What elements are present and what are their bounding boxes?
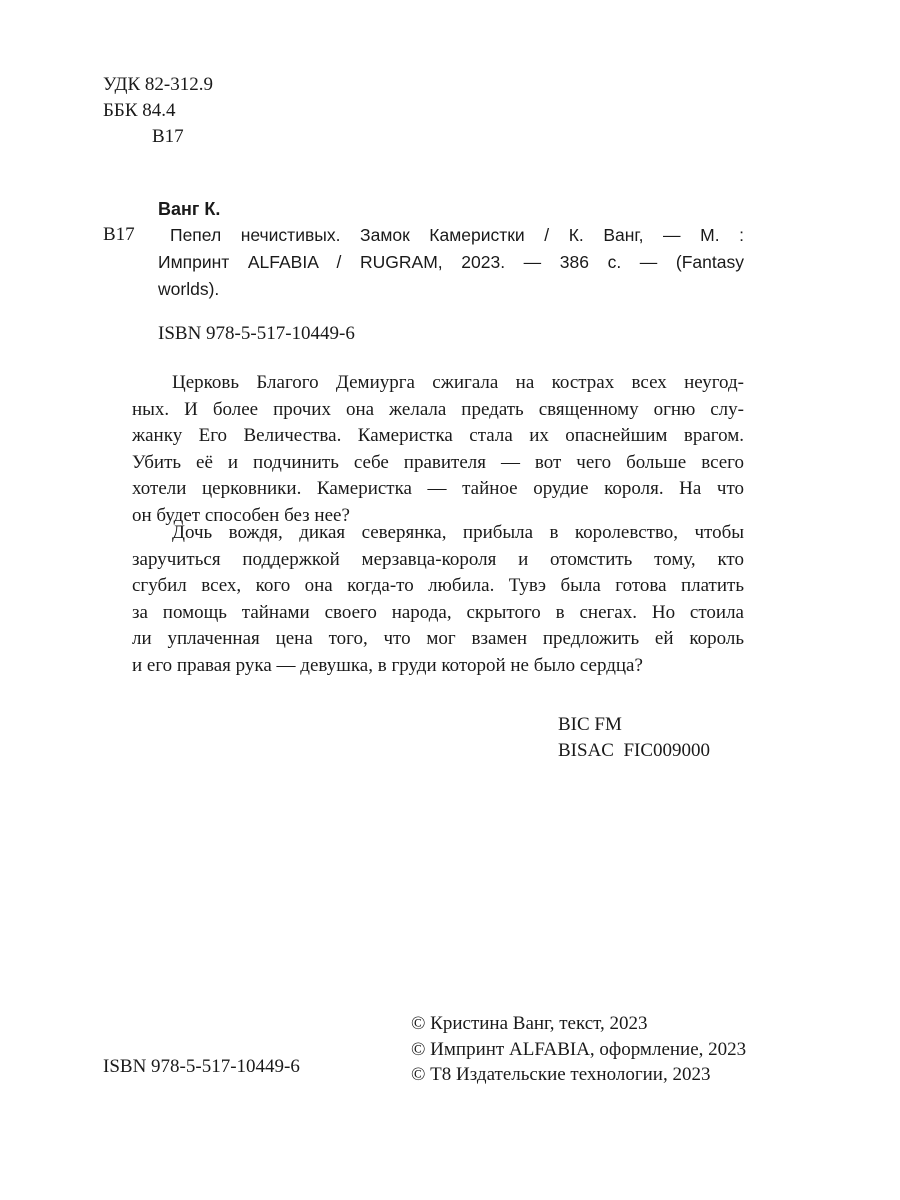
author-code-side: В17 <box>103 224 135 245</box>
annotation-line: Убить её и подчинить себе правителя — вот чего больше всего <box>132 451 744 473</box>
isbn-bottom: ISBN 978-5-517-10449-6 <box>103 1056 300 1077</box>
bisac-code: BISAC FIC009000 <box>558 740 711 761</box>
annotation-line: жанку Его Величества. Камеристка стала их опаснейшим врагом. <box>132 425 744 446</box>
annotation-line: за помощь тайнами своего народа, скрытого в снегах. Но стоила <box>132 601 744 623</box>
annotation-line: и его правая рука — девушка, в груди которой не было сердца? <box>132 654 643 676</box>
copyright-block <box>411 1011 746 1088</box>
annotation-line: Дочь вождя, дикая северянка, прибыла в королевство, чтобы <box>172 522 744 543</box>
annotation-paragraph-2 <box>132 520 744 679</box>
author-name: Ванг К. <box>158 199 221 219</box>
annotation-line: Церковь Благого Демиурга сжигала на кострах всех неугод- <box>172 372 744 393</box>
annotation-line: заручиться поддержкой мерзавца-короля и отомстить тому, кто <box>132 548 744 570</box>
annotation-line: ных. И более прочих она желала предать священному огню слу- <box>132 398 744 420</box>
copyright-line: © Кристина Ванг, текст, 2023 <box>411 1013 648 1034</box>
copyright-line: © Т8 Издательские технологии, 2023 <box>411 1064 711 1085</box>
bibliographic-record <box>158 222 744 303</box>
annotation-line: ли уплаченная цена того, что мог взамен предложить ей король <box>132 628 744 649</box>
annotation-line: хотели церковники. Камеристка — тайное орудие короля. На что <box>132 478 744 499</box>
annotation-line: он будет способен без нее? <box>132 504 350 526</box>
bbk-code: ББК 84.4 <box>103 100 176 121</box>
bibliographic-line: Пепел нечистивых. Замок Камеристки / К. Ванг, — М. : <box>170 225 744 245</box>
copyright-line: © Импринт ALFABIA, оформление, 2023 <box>411 1038 747 1060</box>
bibliographic-line: Импринт ALFABIA / RUGRAM, 2023. — 386 с. — (Fantasy <box>158 252 744 272</box>
annotation-line: сгубил всех, кого она когда-то любила. Тувэ была готова платить <box>132 575 744 596</box>
isbn-main: ISBN 978-5-517-10449-6 <box>158 323 355 344</box>
bibliographic-line: worlds). <box>158 279 220 299</box>
annotation-paragraph-1 <box>132 370 744 529</box>
bic-code: BIC FM <box>558 714 622 735</box>
udk-code: УДК 82-312.9 <box>103 74 213 95</box>
author-code: В17 <box>152 126 184 147</box>
